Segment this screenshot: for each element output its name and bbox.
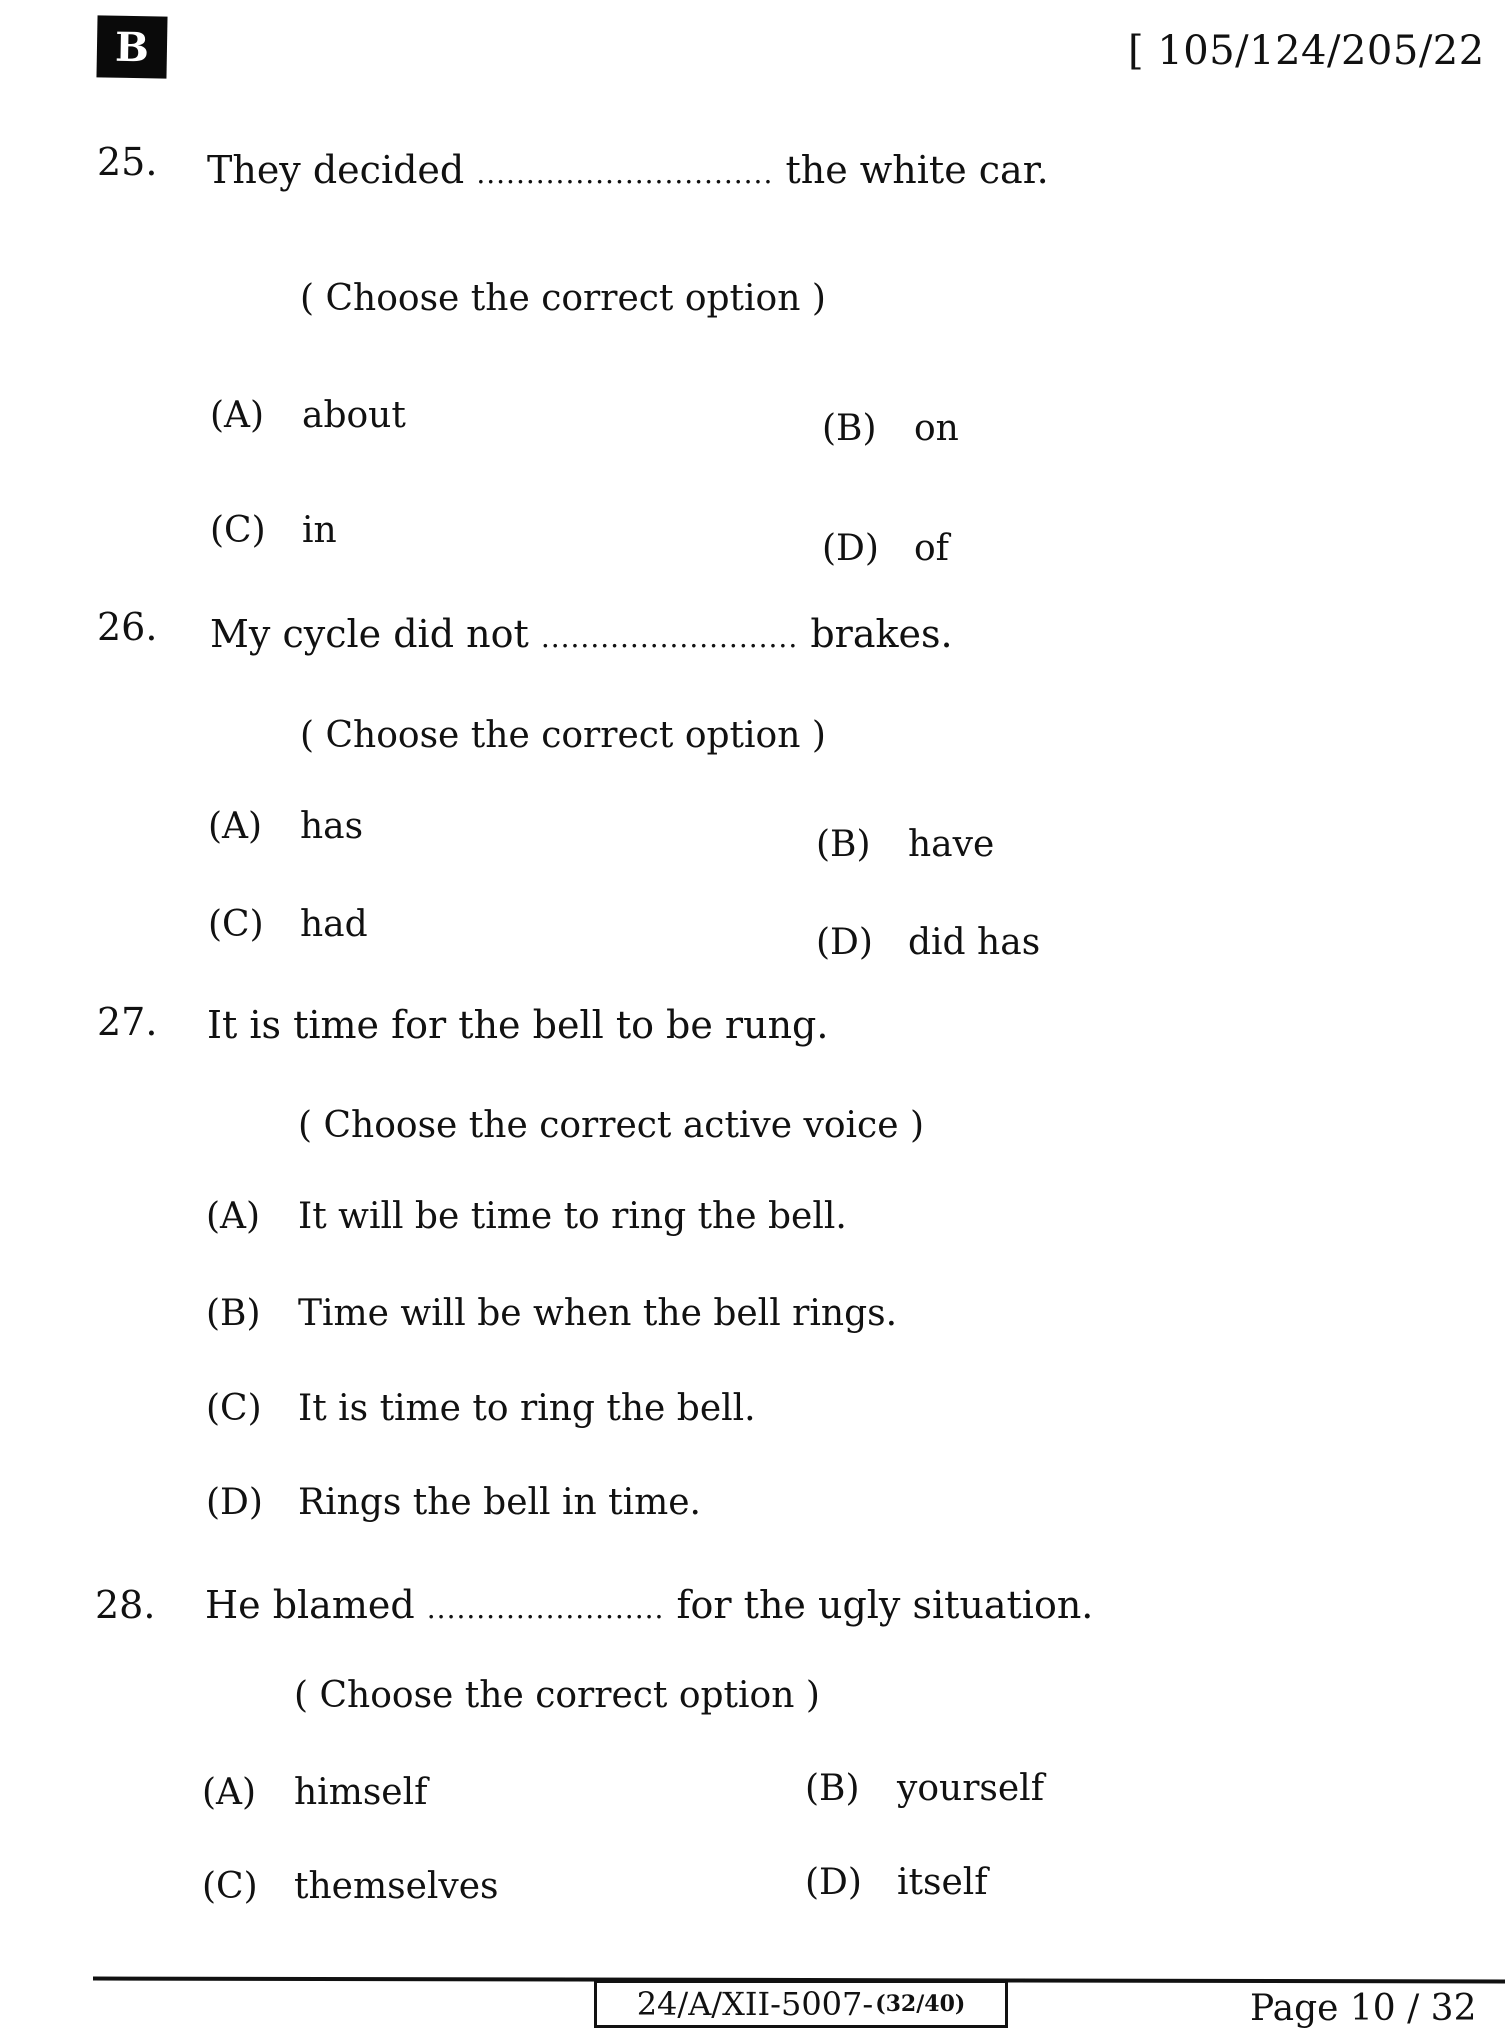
option-label: (C) xyxy=(206,1388,262,1429)
question-text: It is time for the bell to be rung. xyxy=(207,1003,829,1047)
option-b xyxy=(816,824,994,865)
option-text: It is time to ring the bell. xyxy=(298,1388,756,1429)
option-label: (D) xyxy=(805,1862,862,1903)
option-text: It will be time to ring the bell. xyxy=(298,1196,847,1237)
option-b xyxy=(206,1293,897,1334)
question-text-before: My cycle did not xyxy=(210,612,529,656)
answer-blank: .............................. xyxy=(476,157,774,190)
question-text-after: the white car. xyxy=(785,148,1049,192)
question-text-before: They decided xyxy=(207,148,465,192)
question-number: 25. xyxy=(97,140,158,184)
footer-code-box xyxy=(594,1980,1008,2028)
section-badge-label: B xyxy=(114,23,150,71)
option-text: have xyxy=(908,824,995,865)
option-label: (A) xyxy=(208,806,263,847)
answer-blank: ........................ xyxy=(426,1592,665,1625)
option-d xyxy=(206,1482,701,1523)
question-instruction: ( Choose the correct option ) xyxy=(294,1675,820,1716)
question-text-after: brakes. xyxy=(810,612,953,656)
option-text: Rings the bell in time. xyxy=(298,1482,701,1523)
option-label: (A) xyxy=(202,1772,257,1813)
option-text: did has xyxy=(908,922,1041,963)
option-d xyxy=(822,528,949,569)
question-text xyxy=(207,148,1049,192)
option-text: Time will be when the bell rings. xyxy=(298,1293,898,1334)
question-instruction: ( Choose the correct option ) xyxy=(300,278,826,319)
option-c xyxy=(210,510,337,551)
question-text xyxy=(205,1583,1093,1627)
option-label: (D) xyxy=(816,922,873,963)
page-number: Page 10 / 32 xyxy=(1250,1988,1477,2029)
question-number: 28. xyxy=(95,1583,156,1627)
option-text: itself xyxy=(897,1862,988,1903)
footer-code: 24/A/XII-5007- xyxy=(636,1985,874,2023)
option-label: (C) xyxy=(202,1866,258,1907)
option-label: (B) xyxy=(816,824,871,865)
question-instruction: ( Choose the correct active voice ) xyxy=(298,1105,924,1146)
option-label: (D) xyxy=(206,1482,263,1523)
option-c xyxy=(208,904,368,945)
option-text: yourself xyxy=(897,1768,1045,1809)
answer-blank: .......................... xyxy=(540,621,799,654)
option-label: (B) xyxy=(822,408,877,449)
option-d xyxy=(816,922,1040,963)
option-label: (B) xyxy=(206,1293,261,1334)
paper-code: [ 105/124/205/22 xyxy=(1128,28,1485,74)
option-label: (C) xyxy=(210,510,266,551)
question-number: 26. xyxy=(97,605,158,649)
question-text xyxy=(210,612,953,656)
section-badge xyxy=(96,15,167,78)
option-text: of xyxy=(914,528,949,569)
option-a xyxy=(208,806,363,847)
option-text: himself xyxy=(294,1772,428,1813)
option-b xyxy=(822,408,959,449)
option-a xyxy=(210,395,406,436)
option-text: on xyxy=(914,408,959,449)
question-number: 27. xyxy=(97,1000,158,1044)
option-text: themselves xyxy=(294,1866,499,1907)
option-text: had xyxy=(300,904,368,945)
option-label: (A) xyxy=(210,395,265,436)
option-c xyxy=(206,1388,756,1429)
option-text: about xyxy=(302,395,406,436)
option-label: (C) xyxy=(208,904,264,945)
option-label: (B) xyxy=(805,1768,860,1809)
option-text: has xyxy=(300,806,364,847)
option-label: (D) xyxy=(822,528,879,569)
option-label: (A) xyxy=(206,1196,261,1237)
option-a xyxy=(206,1196,847,1237)
option-b xyxy=(805,1768,1044,1809)
question-text-after: for the ugly situation. xyxy=(676,1583,1094,1627)
question-text-before: He blamed xyxy=(205,1583,415,1627)
option-c xyxy=(202,1866,499,1907)
option-a xyxy=(202,1772,427,1813)
option-text: in xyxy=(302,510,337,551)
option-d xyxy=(805,1862,988,1903)
footer-code-suffix: (32/40) xyxy=(875,1991,966,2017)
question-instruction: ( Choose the correct option ) xyxy=(300,715,826,756)
